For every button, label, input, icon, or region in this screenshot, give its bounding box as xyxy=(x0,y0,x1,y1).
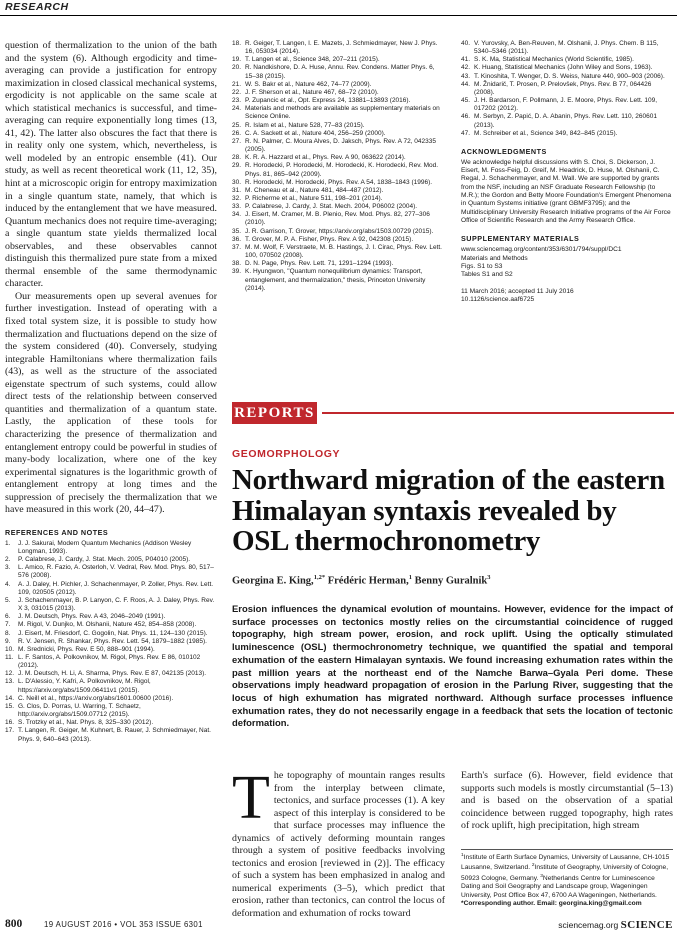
article-title: Northward migration of the eastern Himalayan syntaxis revealed by OSL thermochronometry xyxy=(232,464,665,557)
reference-item xyxy=(5,646,217,654)
reference-number: 38. xyxy=(232,260,242,268)
reference-text: R. Nandkishore, D. A. Huse, Annu. Rev. Condens. Matter Phys. 6, 15–38 (2015). xyxy=(245,64,435,80)
reference-number: 30. xyxy=(232,178,242,186)
reports-rule xyxy=(322,412,674,414)
reference-item xyxy=(5,564,217,580)
reference-text: M. Serbyn, Z. Papić, D. A. Abanin, Phys. Rev. Lett. 110, 260601 (2013). xyxy=(474,113,657,129)
reference-number: 3. xyxy=(5,564,11,572)
reference-text: M. Schreiber et al., Science 349, 842–845 (2015). xyxy=(474,129,618,137)
reference-item xyxy=(5,540,217,556)
supplementary-item: Materials and Methods xyxy=(461,254,528,262)
reference-number: 17. xyxy=(5,727,15,735)
reference-item xyxy=(461,81,673,97)
reports-badge: REPORTS xyxy=(232,402,317,424)
reference-text: K. Huang, Statistical Mechanics (John Wiley and Sons, 1963). xyxy=(474,64,653,72)
drop-cap: T xyxy=(232,764,270,832)
reference-number: 16. xyxy=(5,719,15,727)
reference-number: 9. xyxy=(5,637,11,645)
reference-text: D. N. Page, Phys. Rev. Lett. 71, 1291–1294 (1993). xyxy=(245,260,394,268)
reference-number: 43. xyxy=(461,72,471,80)
reference-item xyxy=(461,73,673,81)
reference-item xyxy=(5,678,217,694)
reference-number: 15. xyxy=(5,702,15,710)
reference-item xyxy=(461,56,673,64)
reference-item xyxy=(5,597,217,613)
reference-number: 2. xyxy=(5,556,11,564)
acknowledgments-text: We acknowledge helpful discussions with S. Choi, S. Dickerson, J. Eisert, M. Foss-Feig, D. Greif, M. Headrick, D. Huse, M. Olshanii, C. Regal, J. Schachenmayer, and M. Wall. We are supported by grants from the NSF, including an NSF Graduate Research Fellowship (to M.R.); the Gordon and Betty Moore Foundation's Emergent Phenomena in Quantum Systems initiative (grant GBMF3795); and the Multidisciplinary University Research Initiative programs of the Air Force Office of Scientific Research and the Army Research Office. xyxy=(461,158,672,224)
reference-text: M. Žnidarič, T. Prosen, P. Prelovšek, Phys. Rev. B 77, 064426 (2008). xyxy=(474,80,652,96)
reference-item xyxy=(232,105,446,121)
reference-item xyxy=(5,556,217,564)
reference-text: M. Rigol, V. Dunjko, M. Olshanii, Nature 452, 854–858 (2008). xyxy=(18,621,197,629)
reference-number: 35. xyxy=(232,227,242,235)
reference-text: J. R. Garrison, T. Grover, https://arxiv.org/abs/1503.00729 (2015). xyxy=(245,227,434,235)
reference-number: 32. xyxy=(232,194,242,202)
reference-item xyxy=(5,630,217,638)
reference-text: C. A. Sackett et al., Nature 404, 256–259 (2000). xyxy=(245,129,386,137)
reference-text: J. M. Deutsch, Phys. Rev. A 43, 2046–2049 (1991). xyxy=(18,613,166,621)
author-affiliation-marker: 3 xyxy=(487,574,491,581)
intro-text: he topography of mountain ranges results from the interplay between climate, tectonics, and surface processes (1). A key aspect of this interplay is considered to be that surface processes may influence the dynamics of actively deforming mountain ranges through a system of positive feedbacks involving tectonics and erosion [reviewed in (2)]. The efficacy of such a system has been emphasized in analog and numerical experiments (3–5), which predict that erosion, rather than tectonics, can control the locus of deformation and exhumation of rocks toward xyxy=(232,770,445,920)
reference-item xyxy=(232,228,446,236)
reference-text: R. V. Jensen, R. Shankar, Phys. Rev. Lett. 54, 1879–1882 (1985). xyxy=(18,637,207,645)
reference-text: Materials and methods are available as supplementary materials on Science Online. xyxy=(245,105,440,121)
reference-item xyxy=(232,40,446,56)
reference-number: 33. xyxy=(232,203,242,211)
reference-item xyxy=(232,268,446,292)
reference-number: 23. xyxy=(232,97,242,105)
reference-text: S. Trotzky et al., Nat. Phys. 8, 325–330 (2012). xyxy=(18,719,154,727)
site-url[interactable]: sciencemag.org xyxy=(558,920,619,930)
reference-item xyxy=(232,187,446,195)
reference-text: L. Amico, R. Fazio, A. Osterloh, V. Vedral, Rev. Mod. Phys. 80, 517–576 (2008). xyxy=(18,564,214,580)
reference-number: 10. xyxy=(5,645,15,653)
reference-item xyxy=(232,179,446,187)
paragraph-1: question of thermalization to the union of the bath and the system (6). Although ergodicity and time-averaging can provide a justification for entropy maximization in closed classical mechanical systems, ergodicity is not applicable on the same scale at which statistical mechanics is successful, and time-averaging can require exponentially long times (13, 41, 42). The latter also obscures the fact that there is in reality only one system, which, nevertheless, is well modeled by an entropic ensemble (41). Our study, as well as recent theoretical work (11, 12, 35), hint at a microscopic origin for entropy maximization in a single quantum state, namely, that which is induced by the entanglement that we have measured. Quantum mechanics does not require time-averaging; a single quantum state yields thermalized local observables, and these observables cannot distinguish this thermalized pure state from a mixed thermal ensemble of the same thermodynamic character. xyxy=(5,40,217,290)
affiliation-marker: 1 xyxy=(461,853,464,858)
reference-item xyxy=(461,113,673,129)
article-body-column-2 xyxy=(461,770,673,833)
reference-item xyxy=(232,122,446,130)
reference-item xyxy=(461,64,673,72)
abstract: Erosion influences the dynamical evolution of mountains. However, evidence for the impact of surface processes on tectonics mostly relies on the circumstantial coincidence of rugged topography, high stream power, erosion, and rock uplift. Using the optically stimulated luminescence (OSL) thermochronometry technique, we quantified the spatial and temporal exhumation of the eastern Himalayan syntaxis. We found increasing exhumation rates within the past million years at the northeast end of the Namche Barwa–Gyala Peri dome. These observations imply headward propagation of erosion in the Parlung River, suggesting that the locus of high exhumation has migrated northward. Although surface processes influence exhumation rates, they do not necessarily engage in a feedback that sets the location of tectonic deformation. xyxy=(232,604,673,730)
reference-item xyxy=(232,154,446,162)
reference-number: 12. xyxy=(5,670,15,678)
reference-number: 20. xyxy=(232,64,242,72)
affiliations xyxy=(461,852,673,908)
running-header xyxy=(0,0,677,16)
reference-number: 40. xyxy=(461,40,471,47)
reference-text: J. H. Bardarson, F. Pollmann, J. E. Moore, Phys. Rev. Lett. 109, 017202 (2012). xyxy=(474,97,658,113)
reference-number: 42. xyxy=(461,64,471,72)
reference-text: J. J. Sakurai, Modern Quantum Mechanics (Addison Wesley Longman, 1993). xyxy=(18,539,192,555)
reference-number: 27. xyxy=(232,137,242,145)
reference-number: 6. xyxy=(5,613,11,621)
reference-item xyxy=(232,203,446,211)
reference-text: S. K. Ma, Statistical Mechanics (World Scientific, 1985). xyxy=(474,56,634,64)
reference-text: R. Geiger, T. Langen, I. E. Mazets, J. Schmiedmayer, New J. Phys. 16, 053034 (2014). xyxy=(245,40,438,56)
reference-number: 19. xyxy=(232,56,242,64)
issue-info: 19 AUGUST 2016 • VOL 353 ISSUE 6301 xyxy=(44,920,203,929)
reference-number: 26. xyxy=(232,129,242,137)
reference-item xyxy=(461,130,673,138)
reference-text: T. Langen, R. Geiger, M. Kuhnert, B. Rauer, J. Schmiedmayer, Nat. Phys. 9, 640–643 (2013). xyxy=(18,727,211,743)
author-name: Frédéric Herman, xyxy=(327,575,409,587)
reference-item xyxy=(5,638,217,646)
reference-item xyxy=(232,138,446,154)
reference-item xyxy=(5,670,217,678)
supplementary-item: Figs. S1 to S3 xyxy=(461,263,503,271)
page-number: 800 xyxy=(5,918,23,930)
reference-number: 45. xyxy=(461,97,471,105)
reference-text: T. Kinoshita, T. Wenger, D. S. Weiss, Nature 440, 900–903 (2006). xyxy=(474,72,665,80)
reference-item xyxy=(232,81,446,89)
reference-text: M. Cheneau et al., Nature 481, 484–487 (2012). xyxy=(245,186,384,194)
submission-dates: 11 March 2016; accepted 11 July 2016 xyxy=(461,287,574,295)
journal-site xyxy=(558,919,673,931)
reference-item xyxy=(232,56,446,64)
author-list xyxy=(232,574,672,587)
reference-number: 41. xyxy=(461,56,471,64)
reference-item xyxy=(232,211,446,227)
author-name: Georgina E. King, xyxy=(232,575,314,587)
reference-text: M. M. Wolf, F. Verstraete, M. B. Hastings, J. I. Cirac, Phys. Rev. Lett. 100, 070502 (2008). xyxy=(245,243,442,260)
supplementary-heading: SUPPLEMENTARY MATERIALS xyxy=(461,234,580,244)
reference-number: 24. xyxy=(232,105,242,113)
reference-number: 44. xyxy=(461,80,471,88)
references-list-part-3 xyxy=(461,40,673,138)
reference-number: 8. xyxy=(5,629,11,637)
reference-number: 39. xyxy=(232,268,242,276)
author-affiliation-marker: 1 xyxy=(408,574,412,581)
author-name: Benny Guralnik xyxy=(414,575,488,587)
reference-item xyxy=(232,260,446,268)
reference-item xyxy=(5,613,217,621)
reference-text: J. F. Sherson et al., Nature 467, 68–72 (2010). xyxy=(245,88,379,96)
reference-item xyxy=(232,89,446,97)
middle-column xyxy=(232,40,446,293)
reference-number: 37. xyxy=(232,243,242,251)
reference-number: 46. xyxy=(461,113,471,121)
discussion-text xyxy=(5,40,217,517)
article-kicker: GEOMORPHOLOGY xyxy=(232,448,341,460)
right-column xyxy=(461,40,673,305)
reference-number: 25. xyxy=(232,121,242,129)
reference-text: L. D'Alessio, Y. Kafri, A. Polkovnikov, M. Rigol, https://arxiv.org/abs/1509.06411v1 (2015). xyxy=(18,678,151,694)
reference-number: 36. xyxy=(232,235,242,243)
reference-number: 1. xyxy=(5,539,11,547)
reference-number: 31. xyxy=(232,186,242,194)
doi[interactable]: 10.1126/science.aaf6725 xyxy=(461,296,535,304)
paragraph-2: Our measurements open up several avenues for further investigation. Instead of operating with a fixed total system size, it is possible to study how thermalization and fluctuations depend on the size of the system considered (40). Conversely, studying integrable Hamiltonians where thermalization fails (43), as well as the structure of the associated eigenstate spectrum of such systems, could allow direct tests of the relationship between conserved quantities and thermalization of a quantum state. Lastly, the application of these tools for characterizing the presence of thermalization and entanglement entropy could be powerful in studies of many-body localization, where one of the key experimental signatures is the logarithmic growth of entanglement entropy at long times and the suppression of precisely the thermalization that we have measured in this work (20, 44–47). xyxy=(5,290,217,516)
reference-text: J. Eisert, M. Cramer, M. B. Plenio, Rev. Mod. Phys. 82, 277–306 (2010). xyxy=(245,211,430,227)
reference-number: 5. xyxy=(5,596,11,604)
references-list-part-2 xyxy=(232,40,446,293)
reference-item xyxy=(5,703,217,719)
reference-text: T. Langen et al., Science 348, 207–211 (2015). xyxy=(245,56,380,64)
reference-item xyxy=(5,719,217,727)
left-column xyxy=(5,40,217,744)
reference-item xyxy=(232,130,446,138)
reference-text: P. Calabrese, J. Cardy, J. Stat. Mech. 2004, P06002 (2004). xyxy=(245,203,418,211)
article-body-column-1 xyxy=(232,764,445,921)
author-affiliation-marker: 1,2* xyxy=(313,574,326,581)
reference-item xyxy=(461,97,673,113)
reference-text: R. Horodecki, M. Horodecki, Phys. Rev. A 54, 1838–1843 (1996). xyxy=(245,178,433,186)
reference-text: J. Eisert, M. Friesdorf, C. Gogolin, Nat. Phys. 11, 124–130 (2015). xyxy=(18,629,208,637)
reference-item xyxy=(5,621,217,629)
affiliation: Netherlands Centre for Luminescence Dating and Soil Geography and Landscape group, Wageningen University, Post Office Box 47, 6700 AA Wageningen, Netherlands. xyxy=(461,875,657,899)
reference-item xyxy=(5,581,217,597)
references-heading: REFERENCES AND NOTES xyxy=(5,527,109,537)
affiliation-rule xyxy=(461,849,673,850)
reference-text: V. Yurovsky, A. Ben-Reuven, M. Olshanii, J. Phys. Chem. B 115, 5340–5346 (2011). xyxy=(474,40,659,56)
reference-text: P. Calabrese, J. Cardy, J. Stat. Mech. 2005, P04010 (2005). xyxy=(18,556,191,564)
reference-number: 21. xyxy=(232,80,242,88)
reference-text: R. N. Palmer, C. Moura Alves, D. Jaksch, Phys. Rev. A 72, 042335 (2005). xyxy=(245,137,436,154)
reference-item xyxy=(232,244,446,260)
reference-text: G. Clos, D. Porras, U. Warring, T. Schaetz, http://arxiv.org/abs/1509.07712 (2015). xyxy=(18,702,141,719)
reference-text: R. Horodecki, P. Horodecki, M. Horodecki, K. Horodecki, Rev. Mod. Phys. 81, 865–942 (2009). xyxy=(245,162,439,178)
header-rule xyxy=(0,15,677,16)
affiliation-marker: 2 xyxy=(531,863,535,869)
reference-text: M. Srednicki, Phys. Rev. E 50, 888–901 (1994). xyxy=(18,645,155,653)
reference-item xyxy=(5,654,217,670)
reference-number: 22. xyxy=(232,88,242,96)
reference-text: K. Hyungwon, "Quantum nonequilibrium dynamics: Transport, entanglement, and thermalization," thesis, Princeton University (2014). xyxy=(245,268,426,292)
reference-text: T. Grover, M. P. A. Fisher, Phys. Rev. A 92, 042308 (2015). xyxy=(245,235,414,243)
affiliation: Institute of Geography, University of Cologne, 50923 Cologne, Germany. xyxy=(461,864,669,883)
section-label: RESEARCH xyxy=(5,1,69,13)
corresponding-author[interactable]: *Corresponding author. Email: georgina.king@gmail.com xyxy=(461,899,642,907)
reference-number: 18. xyxy=(232,40,242,47)
reference-text: R. Islam et al., Nature 528, 77–83 (2015). xyxy=(245,121,365,129)
reference-number: 7. xyxy=(5,621,11,629)
reference-number: 14. xyxy=(5,694,15,702)
affiliation-marker: 3 xyxy=(540,873,543,879)
reference-item xyxy=(232,236,446,244)
reference-number: 13. xyxy=(5,678,15,686)
reference-number: 11. xyxy=(5,653,14,661)
reference-text: J. M. Deutsch, H. Li, A. Sharma, Phys. Rev. E 87, 042135 (2013). xyxy=(18,670,207,678)
intro-text-continued: Earth's surface (6). However, field evidence that supports such models is mostly circumstantial (5–13) and is based on the observation of a spatial coincidence between rugged topography, high rates of rock uplift, high precipitation, high stream xyxy=(461,770,673,832)
reference-text: J. Schachenmayer, B. P. Lanyon, C. F. Roos, A. J. Daley, Phys. Rev. X 3, 031015 (2013). xyxy=(18,596,215,613)
reference-number: 47. xyxy=(461,129,471,137)
reference-text: L. F. Santos, A. Polkovnikov, M. Rigol, Phys. Rev. E 86, 010102 (2012). xyxy=(18,653,201,670)
reference-item xyxy=(5,727,217,743)
reference-text: P. Richerme et al., Nature 511, 198–201 (2014). xyxy=(245,194,383,202)
reference-text: C. Neill et al., https://arxiv.org/abs/1601.00600 (2016). xyxy=(18,694,174,702)
journal-name: SCIENCE xyxy=(620,919,673,931)
reference-text: A. J. Daley, H. Pichler, J. Schachenmayer, P. Zoller, Phys. Rev. Lett. 109, 020505 (2012). xyxy=(18,580,214,596)
reference-item xyxy=(232,162,446,178)
references-list-part-1 xyxy=(5,540,217,744)
page-footer xyxy=(0,912,677,932)
reference-item xyxy=(5,695,217,703)
reference-text: W. S. Bakr et al., Nature 462, 74–77 (2009). xyxy=(245,80,372,88)
supplementary-item: Tables S1 and S2 xyxy=(461,271,513,279)
reference-number: 4. xyxy=(5,580,11,588)
affiliation: Institute of Earth Surface Dynamics, University of Lausanne, CH-1015 Lausanne, Switzerland. xyxy=(461,854,670,872)
acknowledgments-heading: ACKNOWLEDGMENTS xyxy=(461,146,547,156)
reference-item xyxy=(461,40,673,56)
reference-text: P. Zupancic et al., Opt. Express 24, 13881–13893 (2016). xyxy=(245,97,411,105)
reference-item xyxy=(232,64,446,80)
reference-text: K. R. A. Hazzard et al., Phys. Rev. A 90, 063622 (2014). xyxy=(245,154,406,162)
supplementary-url[interactable]: www.sciencemag.org/content/353/6301/794/suppl/DC1 xyxy=(461,246,622,254)
reference-item xyxy=(232,97,446,105)
reference-number: 29. xyxy=(232,162,242,170)
reference-item xyxy=(232,195,446,203)
reference-number: 34. xyxy=(232,211,242,219)
reference-number: 28. xyxy=(232,154,242,162)
